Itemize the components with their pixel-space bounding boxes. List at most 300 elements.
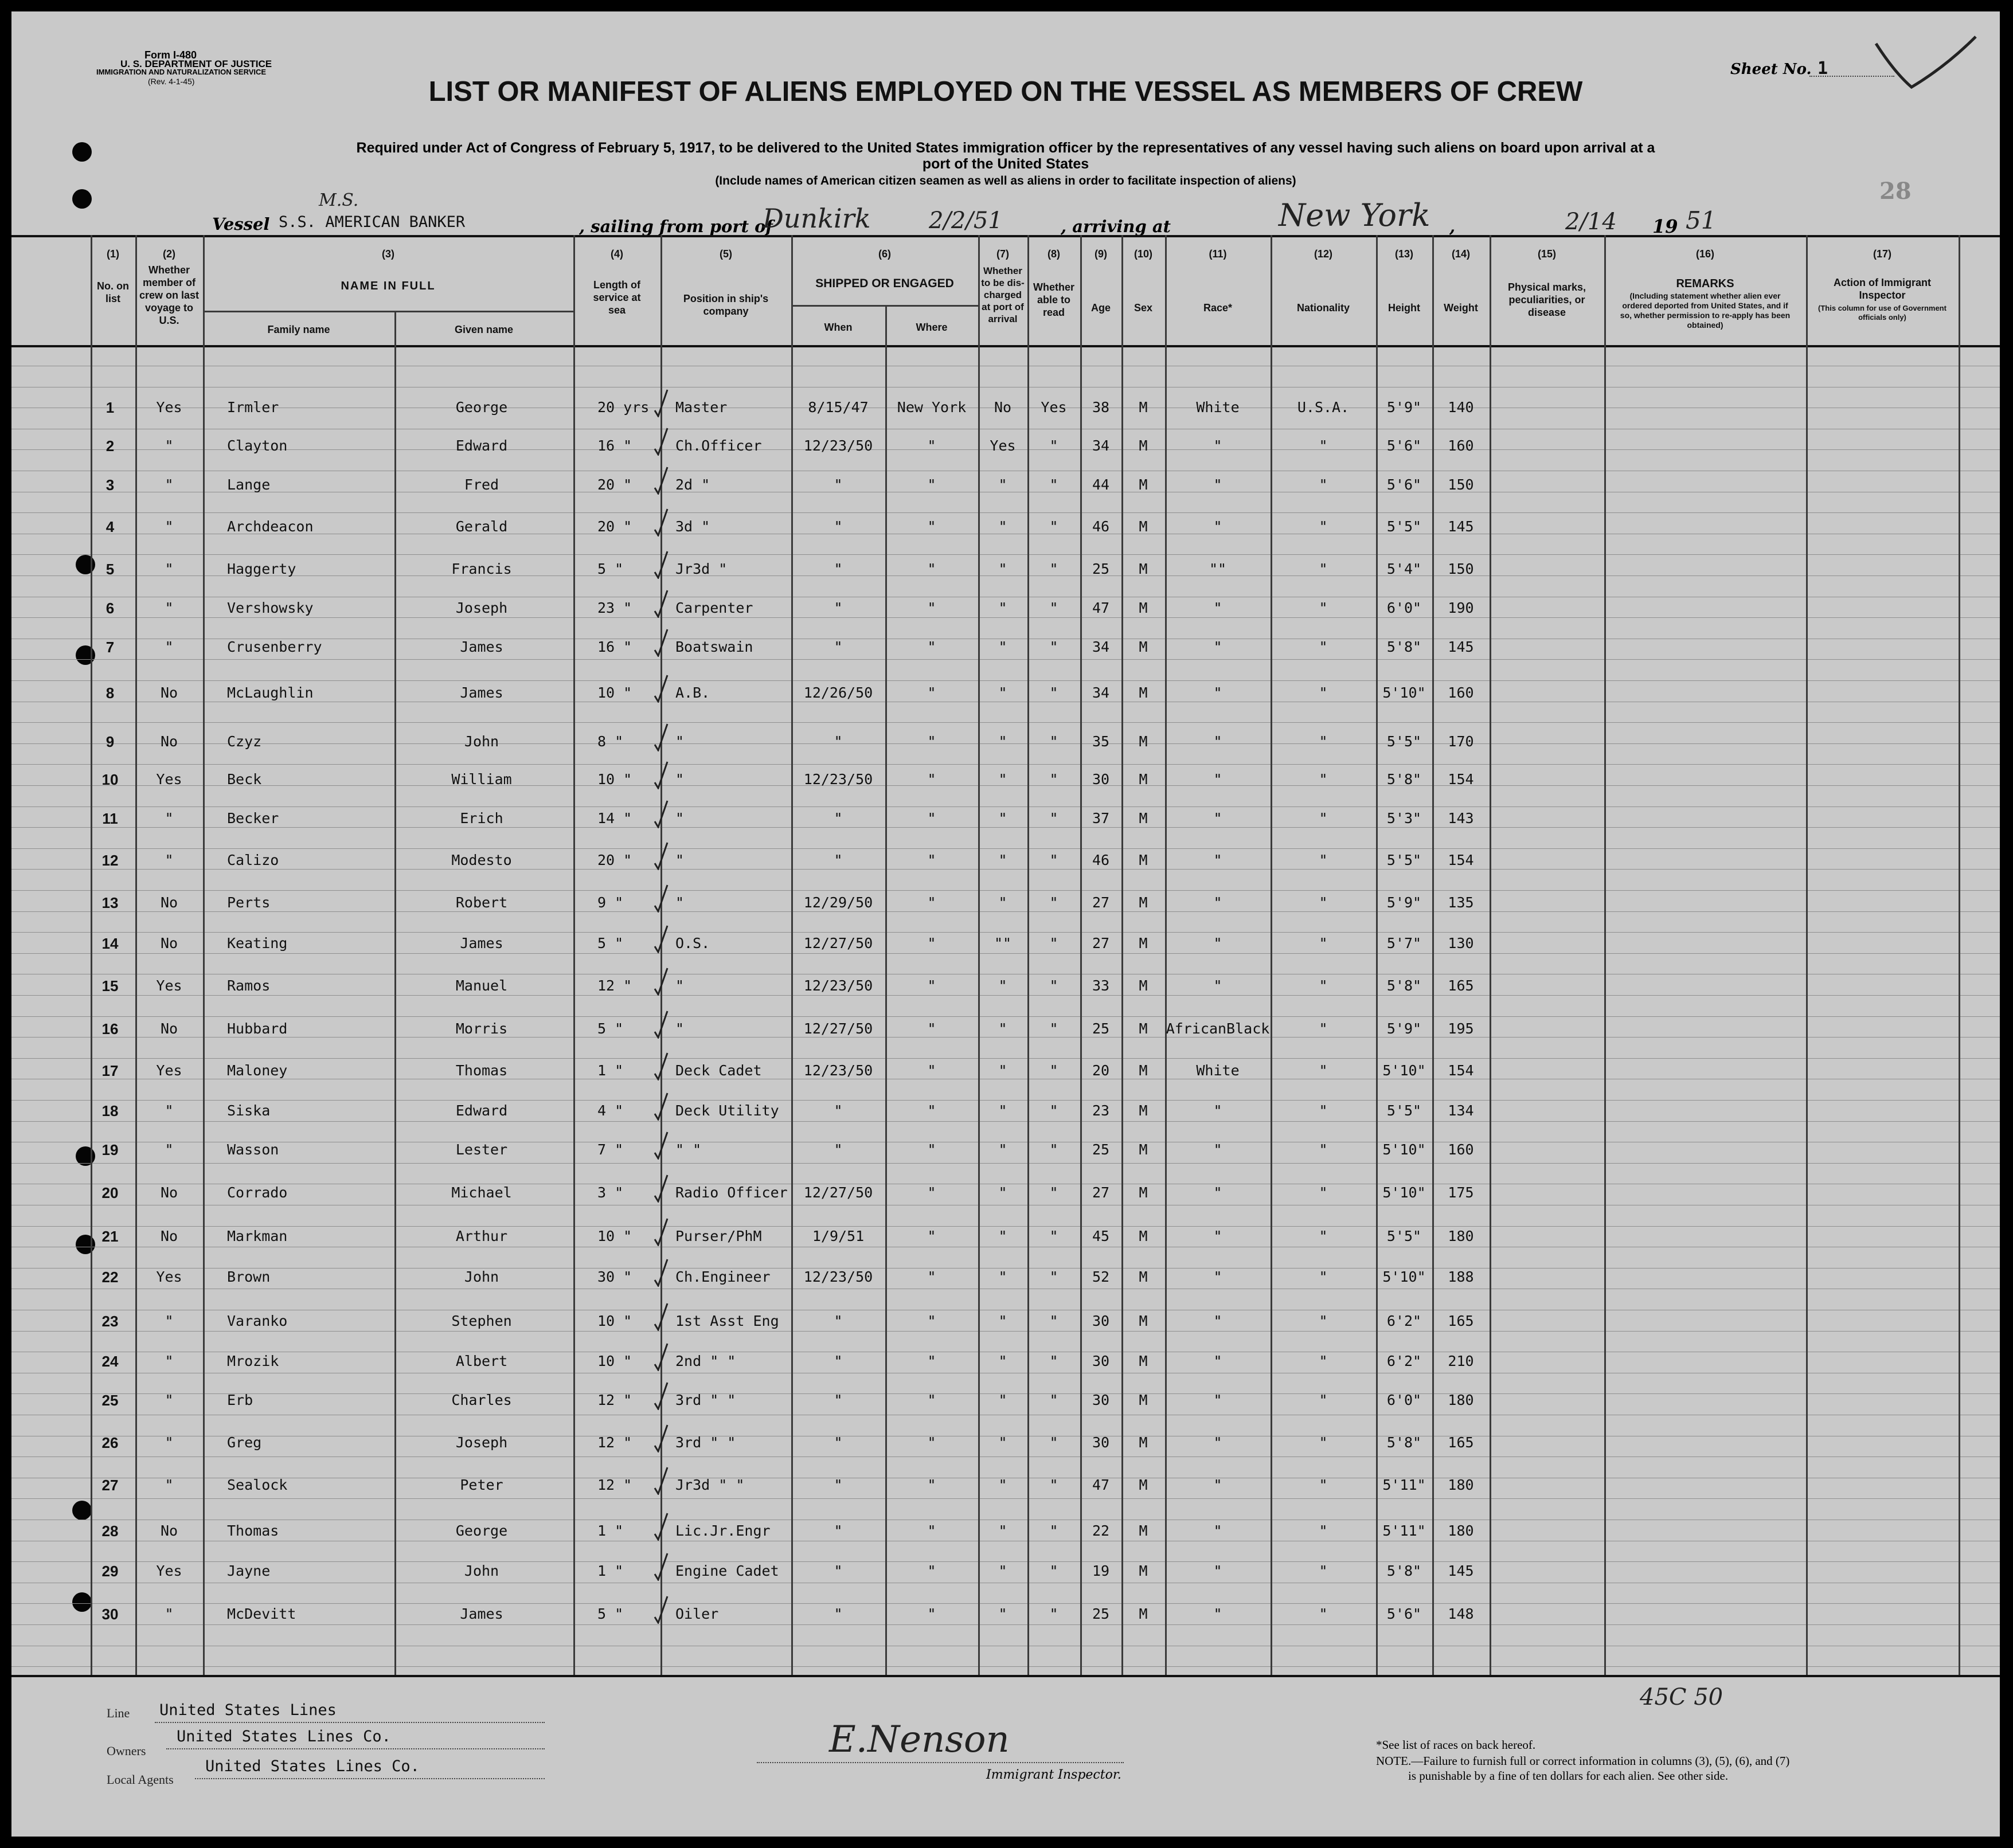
race-cell: "	[1213, 1268, 1222, 1285]
age-cell: 37	[1092, 810, 1110, 827]
ruled-line	[11, 1624, 2000, 1625]
service-cell: 5 "	[597, 935, 624, 952]
shipped-where-cell: "	[927, 894, 936, 911]
discharged-cell: "	[998, 1563, 1007, 1579]
nationality-cell: "	[1319, 1392, 1328, 1408]
family-name-cell: Thomas	[227, 1522, 279, 1539]
tally-check-mark	[652, 1257, 669, 1287]
position-cell: "	[675, 733, 685, 750]
sex-cell: M	[1139, 476, 1148, 493]
discharged-cell: "	[998, 1062, 1007, 1079]
last-voyage-cell: "	[165, 1477, 174, 1493]
col2-number: (2)	[163, 248, 175, 260]
service-cell: 16 "	[597, 639, 632, 655]
col9-number: (9)	[1095, 248, 1107, 260]
tally-check-mark	[652, 1594, 669, 1624]
tally-check-mark	[652, 1130, 669, 1160]
family-name-cell: Haggerty	[227, 561, 296, 577]
agents-value: United States Lines Co.	[205, 1757, 420, 1775]
position-cell: Radio Officer	[675, 1184, 788, 1201]
tally-check-mark	[652, 1465, 669, 1495]
position-cell: Deck Utility	[675, 1102, 779, 1119]
given-name-cell: Edward	[455, 1102, 508, 1119]
sex-cell: M	[1139, 561, 1148, 577]
sex-cell: M	[1139, 1392, 1148, 1408]
weight-cell: 170	[1448, 733, 1474, 750]
discharged-cell: "	[998, 561, 1007, 577]
able-read-cell: "	[1049, 600, 1058, 616]
col16-note: (Including statement whether alien ever ordered deported from United States, and if so, whether permission to re-apply has been obtained)	[1620, 291, 1791, 330]
shipped-where-cell: "	[927, 1020, 936, 1037]
shipped-when-cell: "	[834, 1563, 843, 1579]
sheet-number: 1	[1817, 58, 1828, 79]
row-number: 23	[101, 1313, 119, 1330]
shipped-where-cell: "	[927, 771, 936, 788]
agents-underline	[195, 1778, 545, 1779]
sailing-date: 2/2/51	[929, 207, 1003, 234]
service-cell: 12 "	[597, 977, 632, 994]
col3-label: NAME IN FULL	[341, 280, 436, 292]
sex-cell: M	[1139, 399, 1148, 416]
service-cell: 16 "	[597, 437, 632, 454]
ruled-line	[11, 1666, 2000, 1667]
weight-cell: 135	[1448, 894, 1474, 911]
ruled-line	[11, 1603, 2000, 1604]
given-name-cell: James	[460, 684, 503, 701]
nationality-cell: "	[1319, 1522, 1328, 1539]
shipped-where-cell: "	[927, 1141, 936, 1158]
able-read-cell: "	[1049, 1184, 1058, 1201]
row-number: 22	[101, 1268, 119, 1286]
sex-cell: M	[1139, 1434, 1148, 1451]
nationality-cell: "	[1319, 733, 1328, 750]
shipped-when-cell: "	[834, 733, 843, 750]
shipped-when-cell: 12/29/50	[803, 894, 873, 911]
last-voyage-cell: No	[160, 1184, 178, 1201]
weight-cell: 165	[1448, 1434, 1474, 1451]
nationality-cell: "	[1319, 1353, 1328, 1369]
col10-number: (10)	[1133, 248, 1152, 260]
service-cell: 14 "	[597, 810, 632, 827]
row-number: 4	[105, 518, 115, 535]
row-number: 19	[101, 1141, 119, 1158]
age-cell: 34	[1092, 684, 1110, 701]
shipped-where-cell: "	[927, 810, 936, 827]
discharged-cell: ""	[994, 935, 1012, 952]
table-bottom-border	[11, 1675, 2000, 1677]
family-name-cell: Jayne	[227, 1563, 271, 1579]
subtitle-line2: port of the United States	[922, 156, 1089, 172]
position-cell: Carpenter	[675, 600, 753, 616]
family-name-cell: McLaughlin	[227, 684, 314, 701]
able-read-cell: "	[1049, 437, 1058, 454]
inspector-signature: E.Nenson	[829, 1718, 1010, 1761]
race-cell: "	[1213, 1228, 1222, 1244]
shipped-where-cell: "	[927, 1392, 936, 1408]
nationality-cell: "	[1319, 852, 1328, 868]
weight-cell: 188	[1448, 1268, 1474, 1285]
ruled-line	[11, 890, 2000, 891]
tally-check-mark	[652, 465, 669, 495]
able-read-cell: Yes	[1041, 399, 1067, 416]
position-cell: 3rd " "	[675, 1392, 736, 1408]
position-cell: Engine Cadet	[675, 1563, 779, 1579]
able-read-cell: "	[1049, 852, 1058, 868]
row-number: 27	[101, 1477, 119, 1494]
race-cell: "	[1213, 1392, 1222, 1408]
height-cell: 5'9"	[1386, 894, 1422, 911]
service-cell: 23 "	[597, 600, 632, 616]
ruled-line	[11, 827, 2000, 828]
last-voyage-cell: Yes	[156, 1062, 182, 1079]
sailing-label: , sailing from port of	[579, 217, 773, 236]
shipped-when-cell: "	[834, 518, 843, 535]
height-cell: 5'5"	[1386, 1228, 1422, 1244]
tally-check-mark	[652, 1341, 669, 1371]
race-cell: "	[1213, 437, 1222, 454]
service-cell: 20 "	[597, 852, 632, 868]
given-name-cell: Stephen	[451, 1313, 512, 1329]
service-cell: 1 "	[597, 1062, 624, 1079]
discharged-cell: "	[998, 1102, 1007, 1119]
form-department: U. S. DEPARTMENT OF JUSTICE	[120, 58, 272, 69]
shipped-where-cell: "	[927, 977, 936, 994]
nationality-cell: U.S.A.	[1297, 399, 1350, 416]
age-cell: 27	[1092, 935, 1110, 952]
height-cell: 6'2"	[1386, 1313, 1422, 1329]
tally-check-mark	[652, 1009, 669, 1039]
last-voyage-cell: "	[165, 1434, 174, 1451]
sex-cell: M	[1139, 1228, 1148, 1244]
weight-cell: 143	[1448, 810, 1474, 827]
shipped-where-cell: "	[927, 1313, 936, 1329]
service-cell: 1 "	[597, 1522, 624, 1539]
col14-number: (14)	[1451, 248, 1470, 260]
service-cell: 5 "	[597, 561, 624, 577]
service-cell: 12 "	[597, 1392, 632, 1408]
nationality-cell: "	[1319, 1062, 1328, 1079]
name-header-underline	[203, 311, 573, 312]
height-cell: 5'8"	[1386, 771, 1422, 788]
given-name-cell: Michael	[451, 1184, 512, 1201]
last-voyage-cell: "	[165, 1353, 174, 1369]
height-cell: 5'5"	[1386, 733, 1422, 750]
position-cell: O.S.	[675, 935, 710, 952]
weight-cell: 145	[1448, 639, 1474, 655]
shipped-where-cell: "	[927, 518, 936, 535]
last-voyage-cell: No	[160, 935, 178, 952]
last-voyage-cell: Yes	[156, 977, 182, 994]
family-name-cell: Hubbard	[227, 1020, 288, 1037]
last-voyage-cell: "	[165, 600, 174, 616]
race-cell: "	[1213, 1522, 1222, 1539]
col6-when-label: When	[824, 322, 853, 333]
position-cell: Ch.Engineer	[675, 1268, 771, 1285]
shipped-when-cell: "	[834, 1353, 843, 1369]
arriving-label: , arriving at	[1061, 217, 1171, 236]
height-cell: 5'7"	[1386, 935, 1422, 952]
position-cell: Oiler	[675, 1606, 719, 1622]
col16-label: REMARKS	[1676, 277, 1734, 290]
shipped-when-cell: "	[834, 1102, 843, 1119]
vessel-ms-note: M.S.	[319, 190, 359, 210]
row-number: 13	[101, 894, 119, 911]
col16-number: (16)	[1695, 248, 1714, 260]
last-voyage-cell: "	[165, 476, 174, 493]
height-cell: 5'9"	[1386, 399, 1422, 416]
race-cell: "	[1213, 935, 1222, 952]
col17-note: (This column for use of Government officials only)	[1818, 304, 1946, 322]
height-cell: 5'8"	[1386, 639, 1422, 655]
agents-label: Local Agents	[107, 1772, 174, 1787]
last-voyage-cell: No	[160, 1020, 178, 1037]
col-divider	[1959, 235, 1960, 1675]
given-name-cell: Fred	[464, 476, 499, 493]
row-number: 26	[101, 1434, 119, 1451]
last-voyage-cell: "	[165, 1102, 174, 1119]
nationality-cell: "	[1319, 1184, 1328, 1201]
discharged-cell: "	[998, 1268, 1007, 1285]
service-cell: 10 "	[597, 1228, 632, 1244]
position-cell: Deck Cadet	[675, 1062, 762, 1079]
age-cell: 30	[1092, 1434, 1110, 1451]
row-number: 11	[102, 810, 118, 827]
family-name-cell: Archdeacon	[227, 518, 314, 535]
family-name-cell: Calizo	[227, 852, 279, 868]
discharged-cell: "	[998, 1141, 1007, 1158]
owners-label: Owners	[107, 1744, 146, 1758]
nationality-cell: "	[1319, 1268, 1328, 1285]
nationality-cell: "	[1319, 1434, 1328, 1451]
given-name-cell: Thomas	[455, 1062, 508, 1079]
shipped-where-cell: "	[927, 1606, 936, 1622]
shipped-when-cell: 12/27/50	[803, 935, 873, 952]
service-cell: 12 "	[597, 1477, 632, 1493]
shipped-where-cell: "	[927, 935, 936, 952]
shipped-header-underline	[791, 305, 978, 307]
row-number: 25	[101, 1392, 119, 1409]
race-cell: "	[1213, 1141, 1222, 1158]
age-cell: 33	[1092, 977, 1110, 994]
position-cell: 1st Asst Eng	[675, 1313, 779, 1329]
last-voyage-cell: No	[160, 1228, 178, 1244]
service-cell: 9 "	[597, 894, 624, 911]
height-cell: 5'10"	[1382, 1062, 1426, 1079]
nationality-cell: "	[1319, 639, 1328, 655]
position-cell: Purser/PhM	[675, 1228, 762, 1244]
discharged-cell: "	[998, 894, 1007, 911]
last-voyage-cell: "	[165, 1141, 174, 1158]
age-cell: 52	[1092, 1268, 1110, 1285]
able-read-cell: "	[1049, 1228, 1058, 1244]
ruled-line	[11, 869, 2000, 870]
sex-cell: M	[1139, 1062, 1148, 1079]
able-read-cell: "	[1049, 935, 1058, 952]
col12-label: Nationality	[1296, 302, 1350, 314]
age-cell: 27	[1092, 894, 1110, 911]
age-cell: 23	[1092, 1102, 1110, 1119]
manifest-sheet	[11, 11, 2000, 1837]
last-voyage-cell: "	[165, 810, 174, 827]
age-cell: 22	[1092, 1522, 1110, 1539]
shipped-when-cell: "	[834, 852, 843, 868]
nationality-cell: "	[1319, 1563, 1328, 1579]
shipped-where-cell: "	[927, 1102, 936, 1119]
service-cell: 1 "	[597, 1563, 624, 1579]
col7-number: (7)	[996, 248, 1009, 260]
nationality-cell: "	[1319, 518, 1328, 535]
family-name-cell: Czyz	[227, 733, 262, 750]
ruled-line	[11, 848, 2000, 849]
height-cell: 5'10"	[1382, 1184, 1426, 1201]
ruled-line	[11, 764, 2000, 765]
form-revision: (Rev. 4-1-45)	[148, 77, 195, 86]
penalty-note-line2: is punishable by a fine of ten dollars for each alien. See other side.	[1408, 1769, 1729, 1783]
row-number: 14	[101, 935, 119, 952]
tally-check-mark	[652, 426, 669, 456]
shipped-when-cell: "	[834, 1313, 843, 1329]
last-voyage-cell: "	[165, 1392, 174, 1408]
table-header-bottom	[11, 345, 2000, 347]
nationality-cell: "	[1319, 894, 1328, 911]
race-cell: "	[1213, 894, 1222, 911]
shipped-when-cell: 12/27/50	[803, 1020, 873, 1037]
weight-cell: 145	[1448, 518, 1474, 535]
col13-label: Height	[1388, 302, 1420, 314]
race-cell: "	[1213, 1477, 1222, 1493]
row-number: 1	[105, 399, 115, 416]
page-mark: 28	[1879, 178, 1912, 205]
shipped-when-cell: 12/23/50	[803, 771, 873, 788]
discharged-cell: "	[998, 852, 1007, 868]
service-cell: 10 "	[597, 771, 632, 788]
last-voyage-cell: "	[165, 518, 174, 535]
form-number: Form I-480	[144, 49, 197, 61]
col-divider	[573, 235, 575, 1675]
position-cell: 2nd " "	[675, 1353, 736, 1369]
given-name-cell: James	[460, 639, 503, 655]
shipped-when-cell: 12/27/50	[803, 1184, 873, 1201]
tally-check-mark	[652, 387, 669, 417]
tally-check-mark	[652, 1551, 669, 1581]
sex-cell: M	[1139, 894, 1148, 911]
shipped-when-cell: "	[834, 1392, 843, 1408]
weight-cell: 145	[1448, 1563, 1474, 1579]
shipped-where-cell: "	[927, 476, 936, 493]
sex-cell: M	[1139, 1268, 1148, 1285]
ruled-line	[11, 1121, 2000, 1122]
tally-check-mark	[652, 1380, 669, 1410]
sex-cell: M	[1139, 1313, 1148, 1329]
race-cell: "	[1213, 600, 1222, 616]
age-cell: 44	[1092, 476, 1110, 493]
col-divider	[1604, 235, 1606, 1675]
race-cell: "	[1213, 1563, 1222, 1579]
ruled-line	[11, 1016, 2000, 1017]
last-voyage-cell: "	[165, 1606, 174, 1622]
shipped-when-cell: "	[834, 476, 843, 493]
position-cell: " "	[675, 1141, 702, 1158]
given-name-cell: John	[464, 1268, 499, 1285]
weight-cell: 148	[1448, 1606, 1474, 1622]
col3-family-label: Family name	[267, 324, 330, 335]
family-name-cell: Keating	[227, 935, 288, 952]
last-voyage-cell: Yes	[156, 1563, 182, 1579]
weight-cell: 134	[1448, 1102, 1474, 1119]
given-name-cell: James	[460, 935, 503, 952]
tally-check-mark	[652, 1173, 669, 1203]
shipped-when-cell: "	[834, 1141, 843, 1158]
given-name-cell: John	[464, 1563, 499, 1579]
col-divider	[1080, 235, 1082, 1675]
col-divider	[135, 235, 137, 1675]
able-read-cell: "	[1049, 1434, 1058, 1451]
weight-cell: 150	[1448, 476, 1474, 493]
row-number: 20	[101, 1184, 119, 1201]
col13-number: (13)	[1394, 248, 1413, 260]
tally-check-mark	[652, 923, 669, 953]
able-read-cell: "	[1049, 1313, 1058, 1329]
col9-label: Age	[1090, 302, 1111, 314]
weight-cell: 154	[1448, 771, 1474, 788]
ruled-line	[11, 1163, 2000, 1164]
family-name-cell: Greg	[227, 1434, 262, 1451]
race-cell: "	[1213, 684, 1222, 701]
race-cell: "	[1213, 1313, 1222, 1329]
race-cell: "	[1213, 771, 1222, 788]
row-number: 6	[105, 600, 115, 617]
nationality-cell: "	[1319, 600, 1328, 616]
last-voyage-cell: No	[160, 733, 178, 750]
height-cell: 5'8"	[1386, 977, 1422, 994]
age-cell: 34	[1092, 639, 1110, 655]
able-read-cell: "	[1049, 1606, 1058, 1622]
col-divider	[1490, 235, 1491, 1675]
sex-cell: M	[1139, 1020, 1148, 1037]
discharged-cell: "	[998, 639, 1007, 655]
position-cell: "	[675, 771, 685, 788]
family-name-cell: Beck	[227, 771, 262, 788]
nationality-cell: "	[1319, 1141, 1328, 1158]
last-voyage-cell: No	[160, 1522, 178, 1539]
discharged-cell: "	[998, 771, 1007, 788]
row-number: 17	[101, 1062, 119, 1079]
col4-number: (4)	[611, 248, 623, 260]
vessel-label: Vessel	[212, 214, 270, 234]
shipped-where-cell: "	[927, 733, 936, 750]
ruled-line	[11, 995, 2000, 996]
nationality-cell: "	[1319, 810, 1328, 827]
ruled-line	[11, 1100, 2000, 1101]
col-divider	[1432, 235, 1434, 1675]
discharged-cell: Yes	[990, 437, 1016, 454]
given-name-cell: Charles	[451, 1392, 512, 1408]
sex-cell: M	[1139, 852, 1148, 868]
sex-cell: M	[1139, 639, 1148, 655]
age-cell: 35	[1092, 733, 1110, 750]
age-cell: 38	[1092, 399, 1110, 416]
race-cell: White	[1196, 399, 1240, 416]
shipped-when-cell: "	[834, 1434, 843, 1451]
subtitle-line1: Required under Act of Congress of February 5, 1917, to be delivered to the United States immigration officer by the representatives of any vessel having such aliens on board upon arrival at a	[356, 140, 1655, 156]
sailing-port: Dunkirk	[763, 203, 871, 234]
tally-check-mark	[652, 1301, 669, 1331]
height-cell: 5'5"	[1386, 518, 1422, 535]
col3-given-label: Given name	[454, 324, 514, 335]
tally-check-mark	[652, 1091, 669, 1121]
col14-label: Weight	[1444, 302, 1478, 314]
weight-cell: 180	[1448, 1522, 1474, 1539]
